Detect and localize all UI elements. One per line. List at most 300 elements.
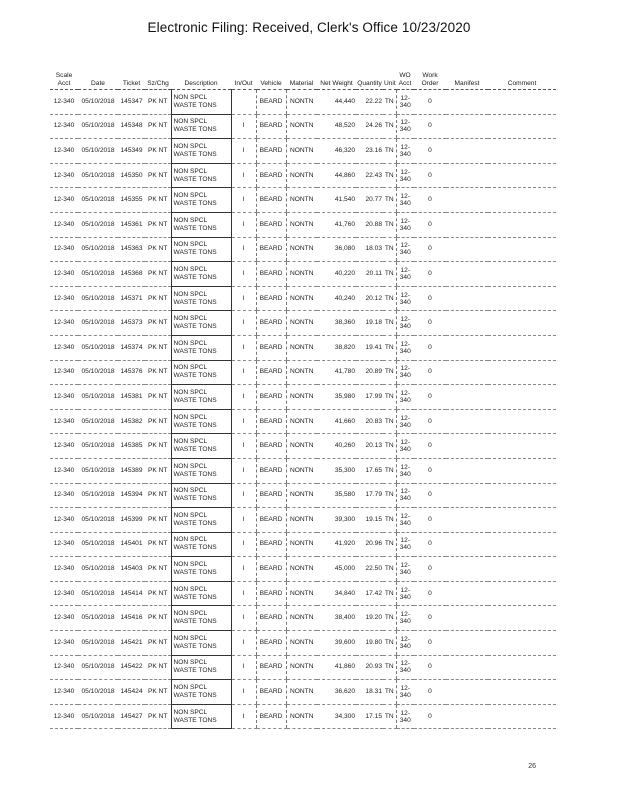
cell-work-order: 0 bbox=[414, 606, 446, 631]
cell-description bbox=[171, 188, 231, 213]
cell-scale-acct: 12-340 bbox=[50, 311, 78, 336]
col-unit: Unit bbox=[383, 66, 396, 90]
cell-scale-acct: 12-340 bbox=[50, 360, 78, 385]
cell-wo-acct: 12-340 bbox=[396, 139, 414, 164]
cell-manifest bbox=[446, 557, 488, 582]
cell-ticket: 145382 bbox=[118, 409, 145, 434]
cell-work-order: 0 bbox=[414, 704, 446, 729]
page-number: 26 bbox=[528, 763, 536, 770]
cell-in-out: I bbox=[231, 385, 256, 410]
cell-in-out: I bbox=[231, 409, 256, 434]
cell-ticket: 145422 bbox=[118, 655, 145, 680]
cell-unit: TN bbox=[383, 90, 396, 115]
description-line-1: NON SPCL bbox=[173, 413, 208, 421]
cell-work-order: 0 bbox=[414, 631, 446, 656]
cell-vehicle: BEARD bbox=[256, 262, 286, 287]
cell-ticket: 145399 bbox=[118, 508, 145, 533]
cell-work-order: 0 bbox=[414, 90, 446, 115]
cell-net-weight: 40,220 bbox=[317, 262, 356, 287]
cell-material: NONTN bbox=[286, 508, 317, 533]
cell-date: 05/10/2018 bbox=[78, 286, 118, 311]
cell-description bbox=[171, 483, 231, 508]
cell-material: NONTN bbox=[286, 188, 317, 213]
description-line-1: NON SPCL bbox=[173, 315, 208, 323]
cell-sz-chg: PK NT bbox=[145, 704, 171, 729]
description-line-2: WASTE TONS bbox=[173, 175, 217, 183]
col-wo-acct: WO Acct bbox=[396, 66, 414, 90]
cell-ticket: 145421 bbox=[118, 631, 145, 656]
cell-net-weight: 36,620 bbox=[317, 680, 356, 705]
cell-sz-chg: PK NT bbox=[145, 631, 171, 656]
cell-in-out: I bbox=[231, 631, 256, 656]
cell-ticket: 145349 bbox=[118, 139, 145, 164]
description-line-2: WASTE TONS bbox=[173, 273, 217, 281]
cell-scale-acct: 12-340 bbox=[50, 508, 78, 533]
cell-unit: TN bbox=[383, 163, 396, 188]
cell-date: 05/10/2018 bbox=[78, 458, 118, 483]
cell-in-out bbox=[231, 90, 256, 115]
cell-sz-chg: PK NT bbox=[145, 212, 171, 237]
cell-comment bbox=[488, 680, 556, 705]
cell-wo-acct: 12-340 bbox=[396, 286, 414, 311]
cell-sz-chg: PK NT bbox=[145, 434, 171, 459]
cell-in-out: I bbox=[231, 360, 256, 385]
col-quantity: Quantity bbox=[356, 66, 383, 90]
cell-wo-acct: 12-340 bbox=[396, 114, 414, 139]
cell-material: NONTN bbox=[286, 557, 317, 582]
cell-unit: TN bbox=[383, 606, 396, 631]
cell-ticket: 145424 bbox=[118, 680, 145, 705]
cell-vehicle: BEARD bbox=[256, 409, 286, 434]
cell-unit: TN bbox=[383, 385, 396, 410]
description-line-1: NON SPCL bbox=[173, 265, 208, 273]
cell-description bbox=[171, 532, 231, 557]
description-line-2: WASTE TONS bbox=[173, 150, 217, 158]
cell-date: 05/10/2018 bbox=[78, 557, 118, 582]
description-line-1: NON SPCL bbox=[173, 585, 208, 593]
cell-description bbox=[171, 212, 231, 237]
cell-manifest bbox=[446, 237, 488, 262]
cell-comment bbox=[488, 262, 556, 287]
cell-vehicle: BEARD bbox=[256, 90, 286, 115]
cell-in-out: I bbox=[231, 114, 256, 139]
description-line-1: NON SPCL bbox=[173, 511, 208, 519]
cell-unit: TN bbox=[383, 114, 396, 139]
cell-ticket: 145385 bbox=[118, 434, 145, 459]
description-line-1: NON SPCL bbox=[173, 561, 208, 569]
cell-scale-acct: 12-340 bbox=[50, 458, 78, 483]
cell-in-out: I bbox=[231, 508, 256, 533]
cell-description bbox=[171, 139, 231, 164]
cell-work-order: 0 bbox=[414, 508, 446, 533]
description-line-1: NON SPCL bbox=[173, 216, 208, 224]
description-line-1: NON SPCL bbox=[173, 610, 208, 618]
cell-wo-acct: 12-340 bbox=[396, 212, 414, 237]
cell-description bbox=[171, 360, 231, 385]
cell-unit: TN bbox=[383, 458, 396, 483]
table-row bbox=[50, 139, 556, 164]
description-line-1: NON SPCL bbox=[173, 241, 208, 249]
cell-net-weight: 45,000 bbox=[317, 557, 356, 582]
cell-comment bbox=[488, 163, 556, 188]
cell-date: 05/10/2018 bbox=[78, 335, 118, 360]
cell-quantity: 19.15 bbox=[356, 508, 383, 533]
cell-in-out: I bbox=[231, 581, 256, 606]
cell-description bbox=[171, 311, 231, 336]
cell-ticket: 145350 bbox=[118, 163, 145, 188]
cell-vehicle: BEARD bbox=[256, 631, 286, 656]
cell-quantity: 17.65 bbox=[356, 458, 383, 483]
cell-date: 05/10/2018 bbox=[78, 606, 118, 631]
cell-comment bbox=[488, 508, 556, 533]
cell-net-weight: 38,400 bbox=[317, 606, 356, 631]
cell-work-order: 0 bbox=[414, 188, 446, 213]
cell-material: NONTN bbox=[286, 335, 317, 360]
cell-comment bbox=[488, 360, 556, 385]
cell-wo-acct: 12-340 bbox=[396, 581, 414, 606]
cell-manifest bbox=[446, 139, 488, 164]
cell-material: NONTN bbox=[286, 655, 317, 680]
cell-in-out: I bbox=[231, 532, 256, 557]
cell-comment bbox=[488, 139, 556, 164]
cell-ticket: 145361 bbox=[118, 212, 145, 237]
description-line-1: NON SPCL bbox=[173, 536, 208, 544]
cell-date: 05/10/2018 bbox=[78, 360, 118, 385]
cell-wo-acct: 12-340 bbox=[396, 458, 414, 483]
cell-net-weight: 34,840 bbox=[317, 581, 356, 606]
cell-in-out: I bbox=[231, 262, 256, 287]
cell-comment bbox=[488, 606, 556, 631]
cell-manifest bbox=[446, 409, 488, 434]
table-row bbox=[50, 311, 556, 336]
cell-wo-acct: 12-340 bbox=[396, 680, 414, 705]
table-row bbox=[50, 188, 556, 213]
cell-manifest bbox=[446, 385, 488, 410]
cell-work-order: 0 bbox=[414, 532, 446, 557]
cell-vehicle: BEARD bbox=[256, 139, 286, 164]
cell-vehicle: BEARD bbox=[256, 508, 286, 533]
cell-comment bbox=[488, 557, 556, 582]
cell-quantity: 22.43 bbox=[356, 163, 383, 188]
cell-ticket: 145347 bbox=[118, 90, 145, 115]
cell-quantity: 20.11 bbox=[356, 262, 383, 287]
cell-material: NONTN bbox=[286, 434, 317, 459]
description-line-1: NON SPCL bbox=[173, 388, 208, 396]
cell-quantity: 22.50 bbox=[356, 557, 383, 582]
cell-net-weight: 35,980 bbox=[317, 385, 356, 410]
cell-quantity: 22.22 bbox=[356, 90, 383, 115]
cell-material: NONTN bbox=[286, 483, 317, 508]
cell-scale-acct: 12-340 bbox=[50, 139, 78, 164]
description-line-1: NON SPCL bbox=[173, 487, 208, 495]
cell-sz-chg: PK NT bbox=[145, 188, 171, 213]
cell-in-out: I bbox=[231, 557, 256, 582]
cell-date: 05/10/2018 bbox=[78, 188, 118, 213]
cell-description bbox=[171, 680, 231, 705]
cell-sz-chg: PK NT bbox=[145, 237, 171, 262]
cell-quantity: 19.18 bbox=[356, 311, 383, 336]
cell-comment bbox=[488, 581, 556, 606]
col-vehicle: Vehicle bbox=[256, 66, 286, 90]
cell-date: 05/10/2018 bbox=[78, 163, 118, 188]
cell-unit: TN bbox=[383, 237, 396, 262]
cell-date: 05/10/2018 bbox=[78, 704, 118, 729]
cell-ticket: 145414 bbox=[118, 581, 145, 606]
cell-sz-chg: PK NT bbox=[145, 606, 171, 631]
cell-manifest bbox=[446, 458, 488, 483]
cell-net-weight: 41,920 bbox=[317, 532, 356, 557]
description-line-1: NON SPCL bbox=[173, 684, 208, 692]
description-line-2: WASTE TONS bbox=[173, 421, 217, 429]
cell-sz-chg: PK NT bbox=[145, 557, 171, 582]
cell-scale-acct: 12-340 bbox=[50, 434, 78, 459]
cell-net-weight: 48,520 bbox=[317, 114, 356, 139]
cell-manifest bbox=[446, 90, 488, 115]
cell-in-out: I bbox=[231, 335, 256, 360]
cell-unit: TN bbox=[383, 262, 396, 287]
cell-work-order: 0 bbox=[414, 557, 446, 582]
cell-comment bbox=[488, 114, 556, 139]
table-row bbox=[50, 335, 556, 360]
cell-material: NONTN bbox=[286, 704, 317, 729]
description-line-1: NON SPCL bbox=[173, 339, 208, 347]
description-line-2: WASTE TONS bbox=[173, 200, 217, 208]
col-net-weight: Net Weight bbox=[317, 66, 356, 90]
cell-unit: TN bbox=[383, 335, 396, 360]
description-line-2: WASTE TONS bbox=[173, 298, 217, 306]
cell-description bbox=[171, 434, 231, 459]
cell-work-order: 0 bbox=[414, 655, 446, 680]
cell-scale-acct: 12-340 bbox=[50, 557, 78, 582]
description-line-1: NON SPCL bbox=[173, 438, 208, 446]
cell-ticket: 145401 bbox=[118, 532, 145, 557]
cell-manifest bbox=[446, 188, 488, 213]
cell-net-weight: 35,580 bbox=[317, 483, 356, 508]
cell-date: 05/10/2018 bbox=[78, 532, 118, 557]
cell-sz-chg: PK NT bbox=[145, 114, 171, 139]
cell-sz-chg: PK NT bbox=[145, 163, 171, 188]
cell-unit: TN bbox=[383, 409, 396, 434]
cell-comment bbox=[488, 483, 556, 508]
col-work-order: Work Order bbox=[414, 66, 446, 90]
cell-wo-acct: 12-340 bbox=[396, 483, 414, 508]
cell-description bbox=[171, 385, 231, 410]
cell-wo-acct: 12-340 bbox=[396, 90, 414, 115]
cell-unit: TN bbox=[383, 532, 396, 557]
cell-in-out: I bbox=[231, 458, 256, 483]
cell-wo-acct: 12-340 bbox=[396, 237, 414, 262]
description-line-2: WASTE TONS bbox=[173, 249, 217, 257]
cell-comment bbox=[488, 90, 556, 115]
cell-comment bbox=[488, 212, 556, 237]
cell-ticket: 145403 bbox=[118, 557, 145, 582]
col-in-out: In/Out bbox=[231, 66, 256, 90]
description-line-2: WASTE TONS bbox=[173, 101, 217, 109]
cell-material: NONTN bbox=[286, 311, 317, 336]
cell-ticket: 145355 bbox=[118, 188, 145, 213]
description-line-2: WASTE TONS bbox=[173, 495, 217, 503]
cell-scale-acct: 12-340 bbox=[50, 90, 78, 115]
cell-work-order: 0 bbox=[414, 163, 446, 188]
cell-quantity: 20.13 bbox=[356, 434, 383, 459]
cell-quantity: 17.99 bbox=[356, 385, 383, 410]
cell-in-out: I bbox=[231, 655, 256, 680]
cell-date: 05/10/2018 bbox=[78, 434, 118, 459]
cell-description bbox=[171, 508, 231, 533]
cell-work-order: 0 bbox=[414, 409, 446, 434]
table-row bbox=[50, 581, 556, 606]
cell-unit: TN bbox=[383, 483, 396, 508]
table-row bbox=[50, 385, 556, 410]
cell-manifest bbox=[446, 286, 488, 311]
cell-comment bbox=[488, 655, 556, 680]
cell-material: NONTN bbox=[286, 631, 317, 656]
description-line-2: WASTE TONS bbox=[173, 224, 217, 232]
description-line-1: NON SPCL bbox=[173, 118, 208, 126]
col-comment: Comment bbox=[488, 66, 556, 90]
cell-description bbox=[171, 286, 231, 311]
cell-description bbox=[171, 557, 231, 582]
description-line-2: WASTE TONS bbox=[173, 716, 217, 724]
table-row bbox=[50, 483, 556, 508]
cell-comment bbox=[488, 631, 556, 656]
cell-date: 05/10/2018 bbox=[78, 581, 118, 606]
col-date: Date bbox=[78, 66, 118, 90]
cell-net-weight: 34,300 bbox=[317, 704, 356, 729]
filing-stamp: Electronic Filing: Received, Clerk's Office 10/23/2020 bbox=[147, 20, 471, 35]
table-body bbox=[50, 90, 556, 729]
cell-unit: TN bbox=[383, 212, 396, 237]
cell-ticket: 145416 bbox=[118, 606, 145, 631]
cell-material: NONTN bbox=[286, 262, 317, 287]
table-row bbox=[50, 262, 556, 287]
cell-scale-acct: 12-340 bbox=[50, 483, 78, 508]
cell-wo-acct: 12-340 bbox=[396, 557, 414, 582]
cell-material: NONTN bbox=[286, 360, 317, 385]
cell-manifest bbox=[446, 163, 488, 188]
cell-description bbox=[171, 237, 231, 262]
cell-comment bbox=[488, 434, 556, 459]
cell-material: NONTN bbox=[286, 114, 317, 139]
cell-vehicle: BEARD bbox=[256, 311, 286, 336]
cell-description bbox=[171, 114, 231, 139]
cell-vehicle: BEARD bbox=[256, 434, 286, 459]
cell-description bbox=[171, 458, 231, 483]
cell-ticket: 145394 bbox=[118, 483, 145, 508]
cell-vehicle: BEARD bbox=[256, 212, 286, 237]
description-line-2: WASTE TONS bbox=[173, 642, 217, 650]
cell-wo-acct: 12-340 bbox=[396, 434, 414, 459]
cell-material: NONTN bbox=[286, 237, 317, 262]
col-manifest: Manifest bbox=[446, 66, 488, 90]
cell-date: 05/10/2018 bbox=[78, 385, 118, 410]
cell-quantity: 20.12 bbox=[356, 286, 383, 311]
cell-vehicle: BEARD bbox=[256, 114, 286, 139]
cell-description bbox=[171, 631, 231, 656]
cell-in-out: I bbox=[231, 188, 256, 213]
cell-comment bbox=[488, 532, 556, 557]
cell-sz-chg: PK NT bbox=[145, 311, 171, 336]
description-line-2: WASTE TONS bbox=[173, 544, 217, 552]
cell-wo-acct: 12-340 bbox=[396, 311, 414, 336]
cell-unit: TN bbox=[383, 631, 396, 656]
cell-wo-acct: 12-340 bbox=[396, 532, 414, 557]
cell-scale-acct: 12-340 bbox=[50, 335, 78, 360]
cell-material: NONTN bbox=[286, 532, 317, 557]
table-row bbox=[50, 458, 556, 483]
cell-in-out: I bbox=[231, 704, 256, 729]
cell-scale-acct: 12-340 bbox=[50, 631, 78, 656]
cell-net-weight: 41,660 bbox=[317, 409, 356, 434]
cell-scale-acct: 12-340 bbox=[50, 581, 78, 606]
cell-comment bbox=[488, 385, 556, 410]
cell-sz-chg: PK NT bbox=[145, 508, 171, 533]
cell-unit: TN bbox=[383, 286, 396, 311]
cell-vehicle: BEARD bbox=[256, 286, 286, 311]
cell-net-weight: 44,860 bbox=[317, 163, 356, 188]
cell-manifest bbox=[446, 532, 488, 557]
cell-description bbox=[171, 581, 231, 606]
cell-date: 05/10/2018 bbox=[78, 90, 118, 115]
table-row bbox=[50, 286, 556, 311]
cell-sz-chg: PK NT bbox=[145, 581, 171, 606]
cell-description bbox=[171, 704, 231, 729]
cell-quantity: 19.41 bbox=[356, 335, 383, 360]
cell-ticket: 145363 bbox=[118, 237, 145, 262]
cell-quantity: 20.83 bbox=[356, 409, 383, 434]
cell-ticket: 145374 bbox=[118, 335, 145, 360]
cell-scale-acct: 12-340 bbox=[50, 606, 78, 631]
cell-quantity: 19.20 bbox=[356, 606, 383, 631]
description-line-2: WASTE TONS bbox=[173, 470, 217, 478]
cell-vehicle: BEARD bbox=[256, 606, 286, 631]
cell-net-weight: 41,780 bbox=[317, 360, 356, 385]
cell-manifest bbox=[446, 508, 488, 533]
description-line-2: WASTE TONS bbox=[173, 323, 217, 331]
cell-material: NONTN bbox=[286, 163, 317, 188]
cell-material: NONTN bbox=[286, 409, 317, 434]
cell-sz-chg: PK NT bbox=[145, 458, 171, 483]
cell-in-out: I bbox=[231, 434, 256, 459]
cell-unit: TN bbox=[383, 557, 396, 582]
cell-comment bbox=[488, 704, 556, 729]
cell-work-order: 0 bbox=[414, 434, 446, 459]
cell-unit: TN bbox=[383, 680, 396, 705]
description-line-2: WASTE TONS bbox=[173, 519, 217, 527]
cell-unit: TN bbox=[383, 704, 396, 729]
cell-scale-acct: 12-340 bbox=[50, 286, 78, 311]
cell-wo-acct: 12-340 bbox=[396, 704, 414, 729]
cell-quantity: 19.80 bbox=[356, 631, 383, 656]
cell-vehicle: BEARD bbox=[256, 655, 286, 680]
description-line-1: NON SPCL bbox=[173, 634, 208, 642]
cell-description bbox=[171, 409, 231, 434]
cell-net-weight: 40,240 bbox=[317, 286, 356, 311]
cell-unit: TN bbox=[383, 360, 396, 385]
cell-manifest bbox=[446, 434, 488, 459]
cell-sz-chg: PK NT bbox=[145, 360, 171, 385]
cell-unit: TN bbox=[383, 508, 396, 533]
cell-wo-acct: 12-340 bbox=[396, 508, 414, 533]
cell-date: 05/10/2018 bbox=[78, 680, 118, 705]
cell-wo-acct: 12-340 bbox=[396, 655, 414, 680]
col-ticket: Ticket bbox=[118, 66, 145, 90]
cell-scale-acct: 12-340 bbox=[50, 655, 78, 680]
cell-net-weight: 39,600 bbox=[317, 631, 356, 656]
cell-scale-acct: 12-340 bbox=[50, 680, 78, 705]
cell-work-order: 0 bbox=[414, 212, 446, 237]
cell-scale-acct: 12-340 bbox=[50, 237, 78, 262]
